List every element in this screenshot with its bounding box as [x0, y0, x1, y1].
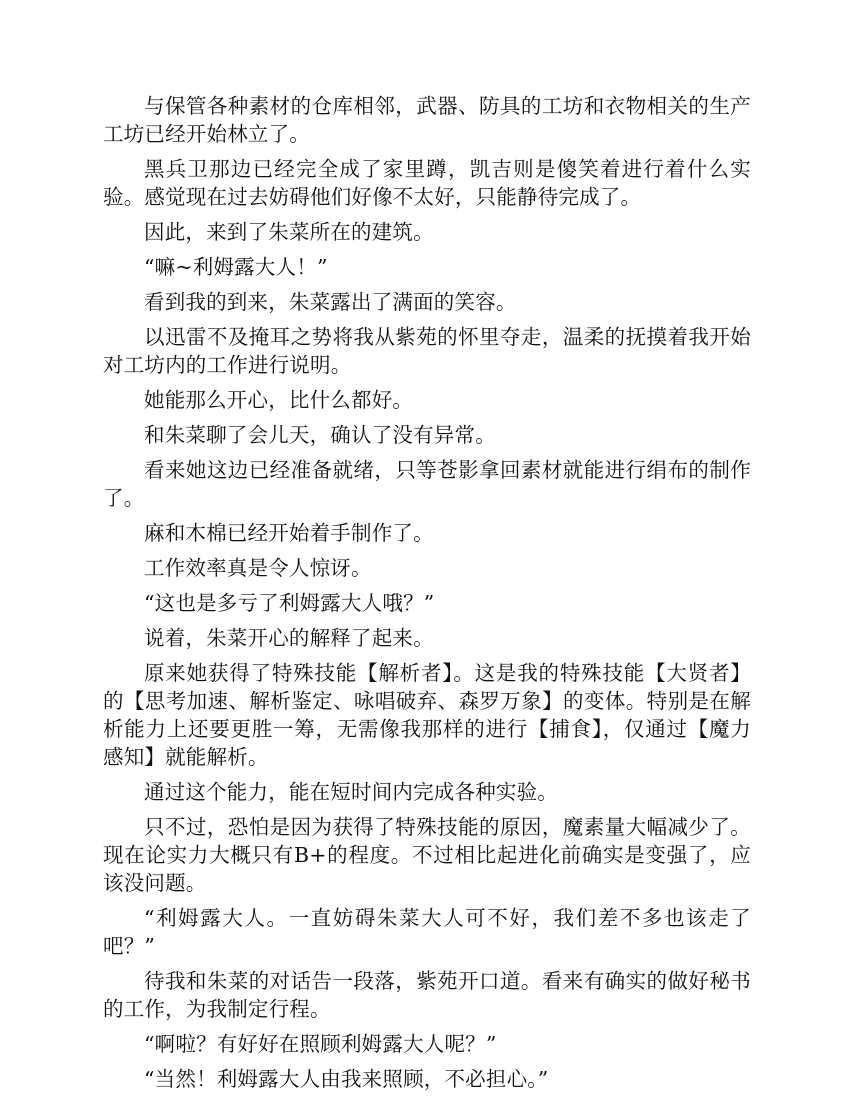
paragraph: 麻和木棉已经开始着手制作了。	[144, 521, 434, 545]
document-body	[103, 92, 751, 1100]
paragraph: 以迅雷不及掩耳之势将我从紫苑的怀里夺走，温柔的抚摸着我开始对工坊内的工作进行说明。	[103, 325, 751, 377]
paragraph: 与保管各种素材的仓库相邻，武器、防具的工坊和衣物相关的生产工坊已经开始林立了。	[103, 94, 751, 146]
paragraph: “啊啦？有好好在照顾利姆露大人呢？”	[144, 1032, 497, 1056]
paragraph: 她能那么开心，比什么都好。	[144, 388, 414, 412]
paragraph: 因此，来到了朱菜所在的建筑。	[144, 220, 434, 244]
paragraph: 待我和朱菜的对话告一段落，紫苑开口道。看来有确实的做好秘书的工作，为我制定行程。	[103, 969, 751, 1021]
paragraph: 说着，朱菜开心的解释了起来。	[144, 626, 434, 650]
paragraph: 黑兵卫那边已经完全成了家里蹲，凯吉则是傻笑着进行着什么实验。感觉现在过去妨碍他们好像不太好，只能静待完成了。	[103, 157, 751, 209]
paragraph: 看来她这边已经准备就绪，只等苍影拿回素材就能进行绢布的制作了。	[103, 458, 751, 510]
paragraph: 原来她获得了特殊技能【解析者】。这是我的特殊技能【大贤者】的【思考加速、解析鉴定、咏唱破弃、森罗万象】的变体。特别是在解析能力上还要更胜一筹，无需像我那样的进行【捕食】，仅通过【魔力感知】就能解析。	[103, 661, 751, 769]
paragraph: 和朱菜聊了会儿天，确认了没有异常。	[144, 423, 496, 447]
paragraph: “嘛~利姆露大人！”	[144, 255, 328, 279]
paragraph: 只不过，恐怕是因为获得了特殊技能的原因，魔素量大幅减少了。现在论实力大概只有B+的程度。不过相比起进化前确实是变强了，应该没问题。	[103, 815, 751, 895]
paragraph: 通过这个能力，能在短时间内完成各种实验。	[144, 780, 558, 804]
paragraph: 看到我的到来，朱菜露出了满面的笑容。	[144, 290, 517, 314]
paragraph: “当然！利姆露大人由我来照顾，不必担心。”	[144, 1067, 549, 1091]
paragraph: “这也是多亏了利姆露大人哦？”	[144, 591, 435, 615]
paragraph: “利姆露大人。一直妨碍朱菜大人可不好，我们差不多也该走了吧？”	[103, 906, 751, 958]
paragraph: 工作效率真是令人惊讶。	[144, 556, 372, 580]
